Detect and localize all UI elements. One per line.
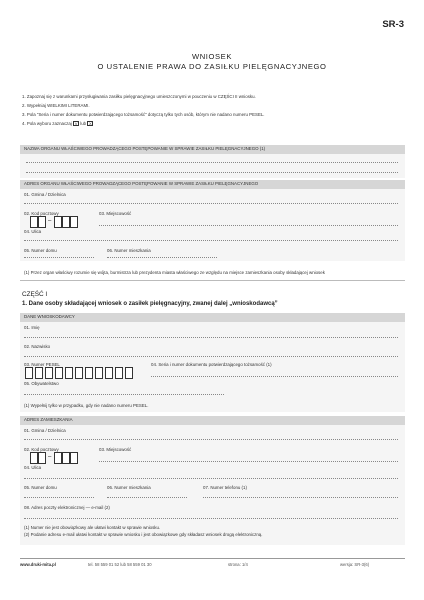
- pesel-digit-box[interactable]: [105, 367, 113, 379]
- res-email-label: 08. Adres poczty elektronicznej — e-mail (2): [24, 505, 110, 510]
- organ-name-line-2: [26, 172, 398, 173]
- footer-site[interactable]: www.druki-mita.pl: [20, 562, 56, 567]
- organ-address-header: ADRES ORGANU WŁAŚCIWEGO PROWADZĄCEGO POSTĘPOWANIE W SPRAWIE ZASIŁKU PIELĘGNACYJNEGO: [20, 180, 405, 189]
- organ-house-label: 05. Numer domu: [24, 248, 57, 253]
- res-flat-field[interactable]: [107, 497, 187, 498]
- part-subheading: 1. Dane osoby składającej wniosek o zasiłek pielęgnacyjny, zwanej dalej „wnioskodawcą”: [22, 301, 278, 307]
- pesel-digit-box[interactable]: [115, 367, 123, 379]
- organ-postal-dash: –: [48, 218, 52, 224]
- footer-phone: tel. 58 559 01 52 lub 58 559 01 30: [88, 562, 152, 567]
- res-postal-digit[interactable]: [38, 452, 46, 464]
- applicant-header: DANE WNIOSKODAWCY: [20, 313, 405, 322]
- organ-city-field[interactable]: [99, 225, 398, 226]
- organ-divider: [20, 280, 405, 281]
- organ-name-line-1: [26, 162, 398, 163]
- organ-postal-digit[interactable]: [62, 216, 70, 228]
- organ-house-field[interactable]: [24, 257, 94, 258]
- form-code: SR-3: [382, 19, 404, 30]
- checkbox-example-x: X: [89, 121, 92, 127]
- pesel-digit-box[interactable]: [35, 367, 43, 379]
- organ-street-label: 04. Ulica: [24, 229, 42, 234]
- res-city-field[interactable]: [99, 461, 398, 462]
- res-postal-digit[interactable]: [70, 452, 78, 464]
- part-heading: CZĘŚĆ I: [22, 291, 48, 298]
- pesel-digits[interactable]: [25, 367, 135, 379]
- instruction-4-or: lub: [80, 121, 87, 126]
- form-subtitle: O USTALENIE PRAWA DO ZASIŁKU PIELĘGNACYJNEGO: [97, 62, 327, 71]
- organ-postal-digit[interactable]: [38, 216, 46, 228]
- organ-postal-digit[interactable]: [70, 216, 78, 228]
- res-street-label: 04. Ulica: [24, 465, 42, 470]
- citizenship-label: 05. Obywatelstwo: [24, 381, 59, 386]
- organ-postal-digit[interactable]: [54, 216, 62, 228]
- instruction-1: 1. Zapoznaj się z warunkami przysługiwania zasiłku pielęgnacyjnego umieszczonymi w pouczeniu w CZĘŚCI II wniosku.: [22, 94, 256, 99]
- organ-note: (1) Przez organ właściwy rozumie się wójta, burmistrza lub prezydenta miasta właściwego ze względu na miejsce zamieszkania osoby składającej wniosek: [24, 270, 325, 275]
- pesel-digit-box[interactable]: [75, 367, 83, 379]
- res-postal-dash: –: [48, 454, 52, 460]
- res-note-2: (2) Podanie adresu e-mail ułatwi kontakt w sprawie wniosku i jest obowiązkowe gdy składasz wniosek drogą elektroniczną.: [24, 532, 263, 537]
- last-name-label: 02. Nazwisko: [24, 344, 51, 349]
- res-street-field[interactable]: [24, 478, 398, 479]
- res-commune-label: 01. Gmina / Dzielnica: [24, 428, 66, 433]
- res-email-field[interactable]: [24, 518, 398, 519]
- pesel-digit-box[interactable]: [95, 367, 103, 379]
- pesel-digit-box[interactable]: [65, 367, 73, 379]
- first-name-field[interactable]: [24, 337, 398, 338]
- pesel-digit-box[interactable]: [25, 367, 33, 379]
- res-house-field[interactable]: [24, 497, 94, 498]
- organ-name-header: NAZWA ORGANU WŁAŚCIWEGO PROWADZĄCEGO POSTĘPOWANIE W SPRAWIE ZASIŁKU PIELĘGNACYJNEGO (1): [20, 145, 405, 154]
- res-phone-field[interactable]: [203, 497, 398, 498]
- res-postal-label: 02. Kod pocztowy: [24, 447, 59, 452]
- pesel-digit-box[interactable]: [85, 367, 93, 379]
- organ-postal-digit[interactable]: [30, 216, 38, 228]
- organ-postal-label: 02. Kod pocztowy: [24, 211, 59, 216]
- organ-name-area[interactable]: [20, 154, 405, 178]
- pesel-digit-box[interactable]: [125, 367, 133, 379]
- res-note-1: (1) Numer nie jest obowiązkowy ale ułatwi kontakt w sprawie wniosku.: [24, 525, 161, 530]
- pesel-digit-box[interactable]: [55, 367, 63, 379]
- applicant-note: (1) Wypełnij tylko w przypadku, gdy nie nadano numeru PESEL.: [24, 403, 149, 408]
- form-title: WNIOSEK: [191, 52, 233, 61]
- organ-flat-label: 06. Numer mieszkania: [107, 248, 151, 253]
- id-document-label: 04. Seria i numer dokumentu potwierdzającego tożsamość (1): [151, 362, 272, 367]
- res-postal-digit[interactable]: [30, 452, 38, 464]
- last-name-field[interactable]: [24, 356, 398, 357]
- res-house-label: 05. Numer domu: [24, 485, 57, 490]
- first-name-label: 01. Imię: [24, 325, 40, 330]
- checkbox-example-v: V: [74, 121, 78, 127]
- organ-flat-field[interactable]: [107, 257, 217, 258]
- res-postal-digit[interactable]: [54, 452, 62, 464]
- organ-street-field[interactable]: [24, 240, 398, 241]
- pesel-digit-box[interactable]: [45, 367, 53, 379]
- pesel-label: 03. Numer PESEL: [24, 362, 60, 367]
- instruction-4: [22, 121, 93, 126]
- organ-city-label: 03. Miejscowość: [99, 211, 132, 216]
- res-flat-label: 06. Numer mieszkania: [107, 485, 151, 490]
- instruction-2: 2. Wypełniaj WIELKIMI LITERAMI.: [22, 103, 90, 108]
- organ-commune-field[interactable]: [24, 203, 398, 204]
- instruction-3: 3. Pola "Seria i numer dokumentu potwierdzającego tożsamość" dotyczą tylko tych osób, którym nie nadano numeru PESEL.: [22, 112, 265, 117]
- citizenship-field[interactable]: [24, 394, 224, 395]
- res-phone-label: 07. Numer telefonu (1): [203, 485, 247, 490]
- instruction-4-text: 4. Pola wyboru zaznaczaj: [22, 121, 72, 126]
- residence-header: ADRES ZAMIESZKANIA: [20, 416, 405, 425]
- res-postal-digit[interactable]: [62, 452, 70, 464]
- footer-divider: [20, 558, 405, 559]
- id-document-field[interactable]: [151, 376, 398, 377]
- footer-version: wersja: SR-3(6): [340, 562, 370, 567]
- footer-page: strona: 1/4: [228, 562, 248, 567]
- res-city-label: 03. Miejscowość: [99, 447, 132, 452]
- res-commune-field[interactable]: [24, 439, 398, 440]
- organ-commune-label: 01. Gmina / Dzielnica: [24, 192, 66, 197]
